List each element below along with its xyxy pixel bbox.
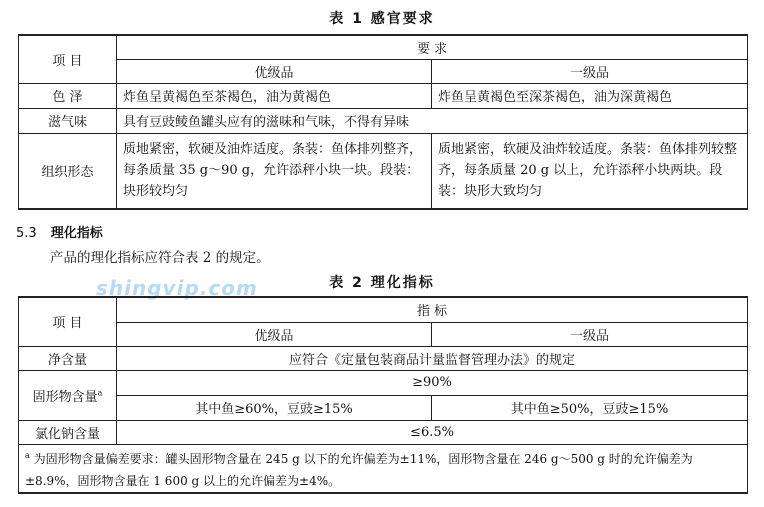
section-text: 产品的理化指标应符合表 2 的规定。 (50, 250, 270, 266)
header-grade-premium: 优级品 (117, 59, 432, 83)
cell-salt: ≤6.5% (117, 420, 748, 444)
cell-color-premium: 炸鱼呈黄褐色至茶褐色，油为黄褐色 (117, 83, 432, 108)
footnote-mark: a (25, 450, 30, 460)
cell-solids-premium: 其中鱼≥60%，豆豉≥15% (117, 395, 432, 420)
row-label-solids (19, 370, 117, 420)
t2-header-index: 指 标 (117, 297, 748, 322)
table1-title: 表 1 感官要求 (329, 11, 435, 27)
solids-label: 固形物含量 (32, 389, 98, 405)
header-grade-first: 一级品 (432, 59, 748, 83)
row-label-taste: 滋气味 (19, 108, 117, 133)
header-requirements: 要 求 (117, 35, 748, 59)
table-sensory-requirements (18, 34, 748, 210)
t2-header-grade-first: 一级品 (432, 322, 748, 346)
row-label-texture: 组织形态 (19, 133, 117, 209)
section-title: 理化指标 (50, 226, 103, 241)
watermark: shingvip.com (96, 276, 258, 300)
cell-color-first: 炸鱼呈黄褐色至深茶褐色，油为深黄褐色 (432, 83, 748, 108)
section-heading (16, 222, 103, 241)
row-label-color: 色 泽 (19, 83, 117, 108)
cell-net-content: 应符合《定量包装商品计量监督管理办法》的规定 (117, 346, 748, 370)
table-physicochemical-indexes (18, 296, 748, 494)
cell-solids-all: ≥90% (117, 370, 748, 395)
cell-texture-premium: 质地紧密，软硬及油炸适度。条装：鱼体排列整齐，每条质量 35 g～90 g，允许添秤小块一块。段装：块形较均匀 (117, 133, 432, 209)
cell-texture-first: 质地紧密，软硬及油炸较适度。条装：鱼体排列较整齐，每条质量 20 g 以上，允许添秤小块两块。段装：块形大致均匀 (432, 133, 748, 209)
cell-taste: 具有豆豉鲮鱼罐头应有的滋味和气味，不得有异味 (117, 108, 748, 133)
header-item: 项 目 (19, 35, 117, 83)
table2-title: 表 2 理化指标 (329, 275, 435, 291)
t2-header-item: 项 目 (19, 297, 117, 346)
footnote (19, 444, 748, 493)
cell-solids-first: 其中鱼≥50%，豆豉≥15% (432, 395, 748, 420)
section-number: 5.3 (16, 226, 37, 241)
t2-header-grade-premium: 优级品 (117, 322, 432, 346)
footnote-text: 为固形物含量偏差要求：罐头固形物含量在 245 g 以下的允许偏差为±11%，固形物含量在 246 g～500 g 时的允许偏差为±8.9%，固形物含量在 1 600 g 以上的允许偏差为±4%。 (25, 451, 693, 488)
row-label-net-content: 净含量 (19, 346, 117, 370)
solids-footnote-mark: a (97, 388, 103, 398)
row-label-salt: 氯化钠含量 (19, 420, 117, 444)
